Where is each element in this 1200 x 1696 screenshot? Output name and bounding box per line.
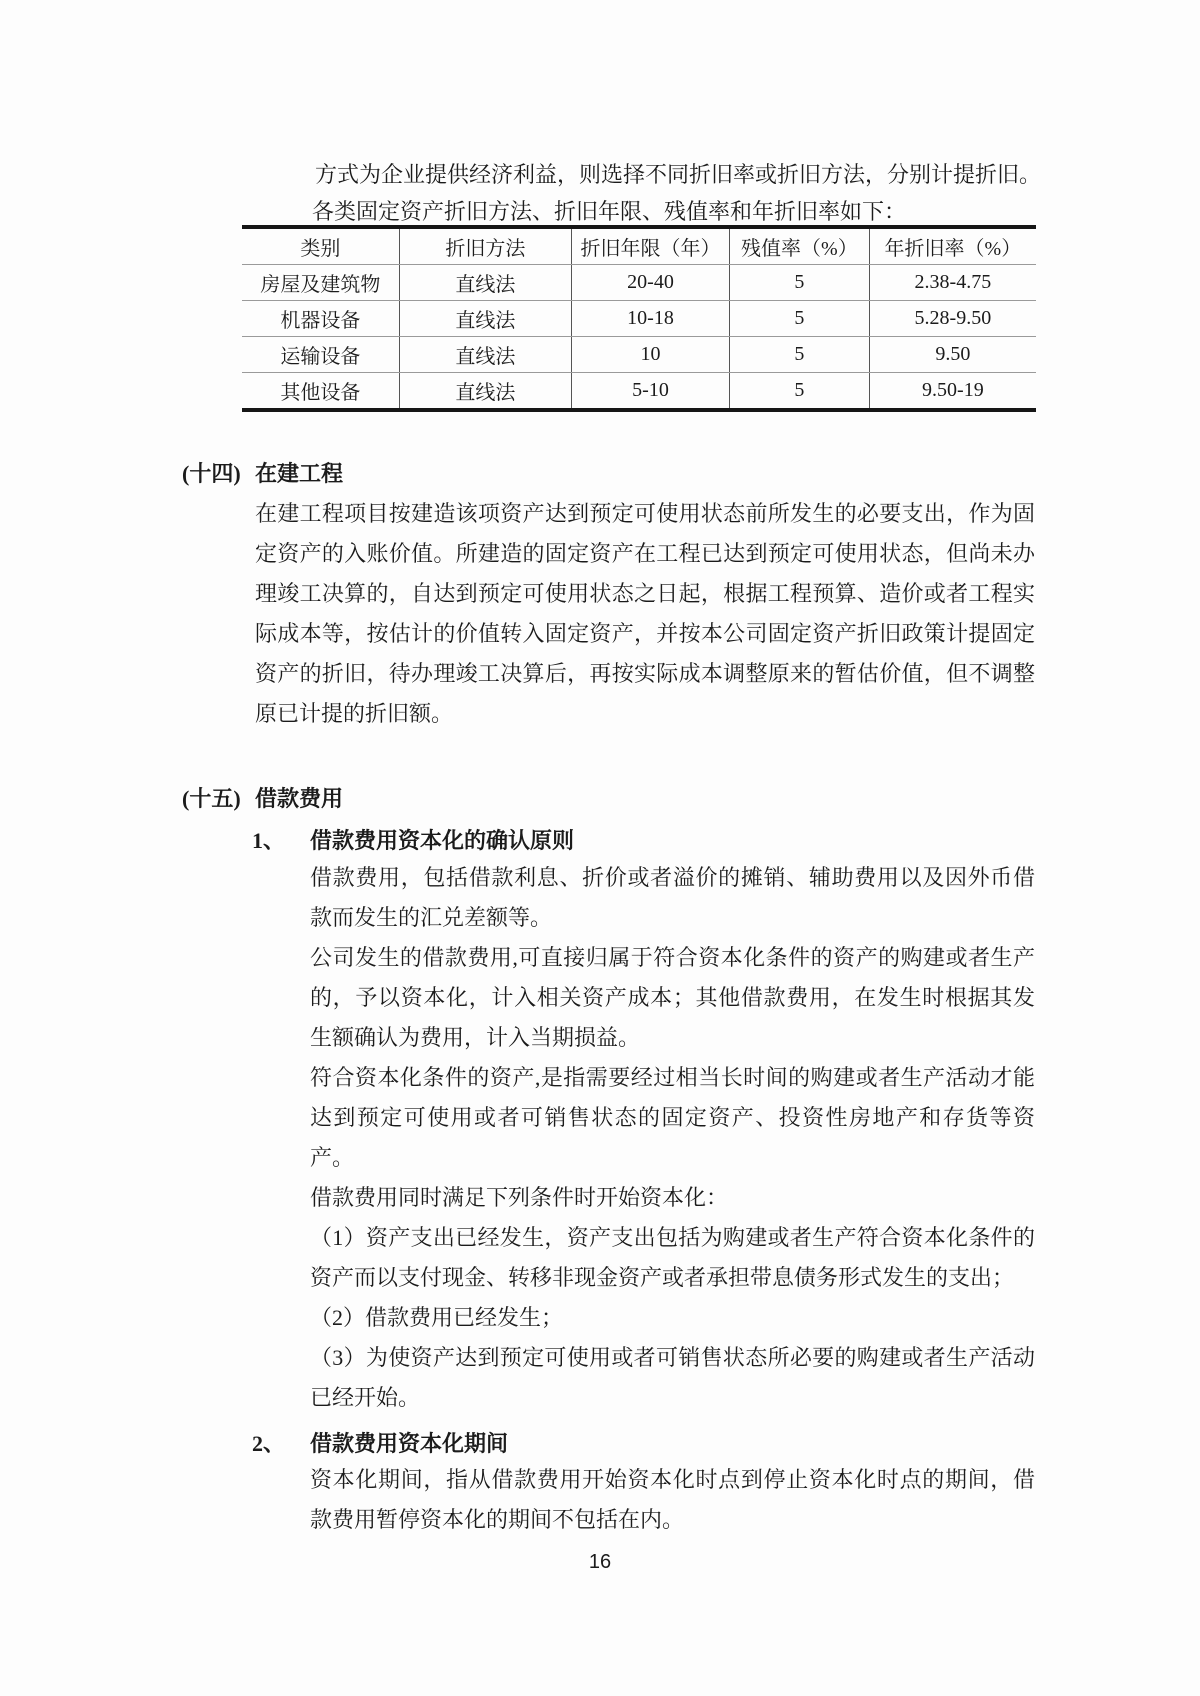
item-2-heading: [252, 1427, 508, 1458]
section-15-heading: [182, 782, 343, 813]
cell-residual-rate: 5: [730, 301, 870, 337]
cell-life: 5-10: [572, 373, 730, 411]
depreciation-table: [242, 225, 1036, 412]
intro-text-line1: 方式为企业提供经济利益，则选择不同折旧率或折旧方法，分别计提折旧。: [315, 162, 1042, 187]
col-header-method: 折旧方法: [399, 227, 571, 265]
cell-residual-rate: 5: [730, 373, 870, 411]
section-15-label: (十五): [182, 786, 241, 811]
table-row: [242, 337, 1036, 373]
cell-residual-rate: 5: [730, 337, 870, 373]
col-header-life: 折旧年限（年）: [572, 227, 730, 265]
cell-category: 其他设备: [242, 373, 399, 411]
cell-method: 直线法: [399, 265, 571, 301]
col-header-residual-rate: 残值率（%）: [730, 227, 870, 265]
section-14-label: (十四): [182, 461, 241, 486]
section-14-body: 在建工程项目按建造该项资产达到预定可使用状态前所发生的必要支出，作为固定资产的入账价值。所建造的固定资产在工程已达到预定可使用状态，但尚未办理竣工决算的，自达到预定可使用状态之日起，根据工程预算、造价或者工程实际成本等，按估计的价值转入固定资产，并按本公司固定资产折旧政策计提固定资产的折旧，待办理竣工决算后，再按实际成本调整原来的暂估价值，但不调整原已计提的折旧额。: [255, 501, 1035, 726]
paragraph: 资本化期间，指从借款费用开始资本化时点到停止资本化时点的期间，借款费用暂停资本化的期间不包括在内。: [310, 1467, 1035, 1532]
paragraph: （3）为使资产达到预定可使用或者可销售状态所必要的购建或者生产活动已经开始。: [310, 1345, 1035, 1410]
paragraph: （1）资产支出已经发生，资产支出包括为购建或者生产符合资本化条件的资产而以支付现金、转移非现金资产或者承担带息债务形式发生的支出；: [310, 1225, 1035, 1290]
cell-method: 直线法: [399, 337, 571, 373]
cell-life: 20-40: [572, 265, 730, 301]
section-15-title: 借款费用: [255, 786, 344, 811]
cell-residual-rate: 5: [730, 265, 870, 301]
item-1-number: 1、: [252, 828, 286, 853]
section-14-title: 在建工程: [255, 461, 344, 486]
item-1-title: 借款费用资本化的确认原则: [310, 828, 575, 853]
cell-category: 机器设备: [242, 301, 399, 337]
paragraph: 符合资本化条件的资产,是指需要经过相当长时间的购建或者生产活动才能达到预定可使用或者可销售状态的固定资产、投资性房地产和存货等资产。: [310, 1065, 1035, 1170]
cell-method: 直线法: [399, 373, 571, 411]
table-row: [242, 265, 1036, 301]
cell-annual-rate: 2.38-4.75: [869, 265, 1036, 301]
item-2-body: [310, 1460, 1035, 1540]
paragraph: 公司发生的借款费用,可直接归属于符合资本化条件的资产的购建或者生产的，予以资本化，计入相关资产成本；其他借款费用，在发生时根据其发生额确认为费用，计入当期损益。: [310, 945, 1035, 1050]
intro-text-line2: 各类固定资产折旧方法、折旧年限、残值率和年折旧率如下：: [312, 199, 907, 224]
cell-annual-rate: 9.50: [869, 337, 1036, 373]
item-1-body: [310, 858, 1035, 1418]
cell-category: 房屋及建筑物: [242, 265, 399, 301]
cell-annual-rate: 5.28-9.50: [869, 301, 1036, 337]
table-header-row: [242, 227, 1036, 265]
table-row: [242, 373, 1036, 411]
page-number: 16: [588, 1551, 612, 1573]
paragraph: 借款费用，包括借款利息、折价或者溢价的摊销、辅助费用以及因外币借款而发生的汇兑差额等。: [310, 865, 1035, 930]
item-2-title: 借款费用资本化期间: [310, 1431, 509, 1456]
item-1-heading: [252, 824, 574, 855]
item-2-number: 2、: [252, 1431, 286, 1456]
col-header-category: 类别: [242, 227, 399, 265]
cell-life: 10-18: [572, 301, 730, 337]
table-row: [242, 301, 1036, 337]
paragraph: 借款费用同时满足下列条件时开始资本化：: [310, 1185, 729, 1210]
cell-life: 10: [572, 337, 730, 373]
col-header-annual-rate: 年折旧率（%）: [869, 227, 1036, 265]
cell-category: 运输设备: [242, 337, 399, 373]
paragraph: （2）借款费用已经发生；: [310, 1305, 564, 1330]
cell-method: 直线法: [399, 301, 571, 337]
cell-annual-rate: 9.50-19: [922, 379, 984, 401]
section-14-heading: [182, 457, 343, 488]
